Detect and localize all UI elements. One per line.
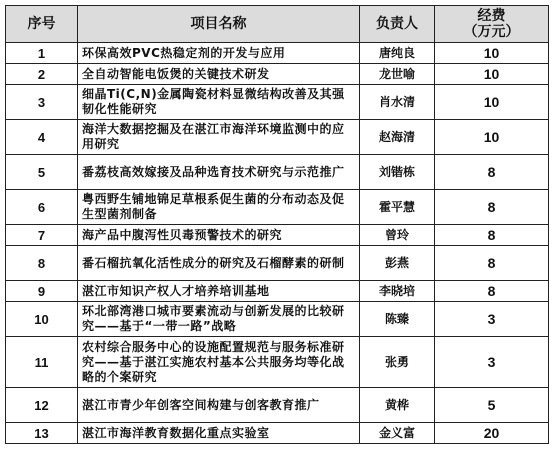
table-row [6,64,549,85]
row-seq: 8 [6,246,78,281]
row-project-name: 海产品中腹泻性贝毒预警技术的研究 [78,225,360,246]
table-row [6,388,549,423]
row-funding: 10 [435,43,549,64]
row-owner: 金义富 [360,423,435,444]
row-project-name: 环保高效PVC热稳定剂的开发与应用 [78,43,360,64]
row-project-name: 环北部湾港口城市要素流动与创新发展的比较研究——基于“一带一路”战略 [78,302,360,337]
row-funding: 8 [435,225,549,246]
row-project-name: 番荔枝高效嫁接及品种选育技术研究与示范推广 [78,155,360,190]
row-owner: 张勇 [360,337,435,388]
row-seq: 6 [6,190,78,225]
header-owner: 负责人 [360,6,435,43]
table-row [6,225,549,246]
table-row [6,337,549,388]
header-seq: 序号 [6,6,78,43]
row-funding: 10 [435,64,549,85]
row-owner: 赵海清 [360,120,435,155]
header-project-name: 项目名称 [78,6,360,43]
project-table-container [5,5,548,444]
row-funding: 8 [435,155,549,190]
row-seq: 4 [6,120,78,155]
table-row [6,281,549,302]
row-seq: 7 [6,225,78,246]
row-seq: 11 [6,337,78,388]
row-project-name: 粤西野生铺地锦足草根系促生菌的分布动态及促生型菌剂制备 [78,190,360,225]
row-seq: 1 [6,43,78,64]
row-funding: 8 [435,281,549,302]
row-project-name: 湛江市海洋教育数据化重点实验室 [78,423,360,444]
row-seq: 9 [6,281,78,302]
row-seq: 10 [6,302,78,337]
row-project-name: 番石榴抗氧化活性成分的研究及石榴酵素的研制 [78,246,360,281]
row-owner: 肖水清 [360,85,435,120]
row-project-name: 湛江市青少年创客空间构建与创客教育推广 [78,388,360,423]
row-project-name: 全自动智能电饭煲的关键技术研发 [78,64,360,85]
row-funding: 10 [435,120,549,155]
row-owner: 黄桦 [360,388,435,423]
row-project-name: 海洋大数据挖掘及在湛江市海洋环境监测中的应用研究 [78,120,360,155]
table-row [6,302,549,337]
table-row [6,85,549,120]
row-owner: 霍平慧 [360,190,435,225]
table-row [6,43,549,64]
project-funding-table [5,5,549,444]
row-seq: 13 [6,423,78,444]
row-funding: 20 [435,423,549,444]
table-header-row [6,6,549,43]
row-owner: 李晓培 [360,281,435,302]
table-row [6,246,549,281]
row-funding: 3 [435,337,549,388]
row-funding: 10 [435,85,549,120]
row-funding: 8 [435,246,549,281]
row-seq: 12 [6,388,78,423]
header-funding: 经费 （万元） [435,6,549,43]
row-owner: 刘锴栋 [360,155,435,190]
row-owner: 龙世喻 [360,64,435,85]
table-row [6,423,549,444]
row-funding: 3 [435,302,549,337]
row-project-name: 细晶Ti(C,N)金属陶瓷材料显微结构改善及其强韧化性能研究 [78,85,360,120]
row-owner: 陈臻 [360,302,435,337]
row-owner: 彭燕 [360,246,435,281]
row-project-name: 湛江市知识产权人才培养培训基地 [78,281,360,302]
row-funding: 8 [435,190,549,225]
table-row [6,190,549,225]
row-owner: 唐纯良 [360,43,435,64]
row-seq: 5 [6,155,78,190]
row-seq: 2 [6,64,78,85]
table-row [6,155,549,190]
row-seq: 3 [6,85,78,120]
row-owner: 曾玲 [360,225,435,246]
row-funding: 5 [435,388,549,423]
row-project-name: 农村综合服务中心的设施配置规范与服务标准研究——基于湛江实施农村基本公共服务均等化战略的个案研究 [78,337,360,388]
table-row [6,120,549,155]
